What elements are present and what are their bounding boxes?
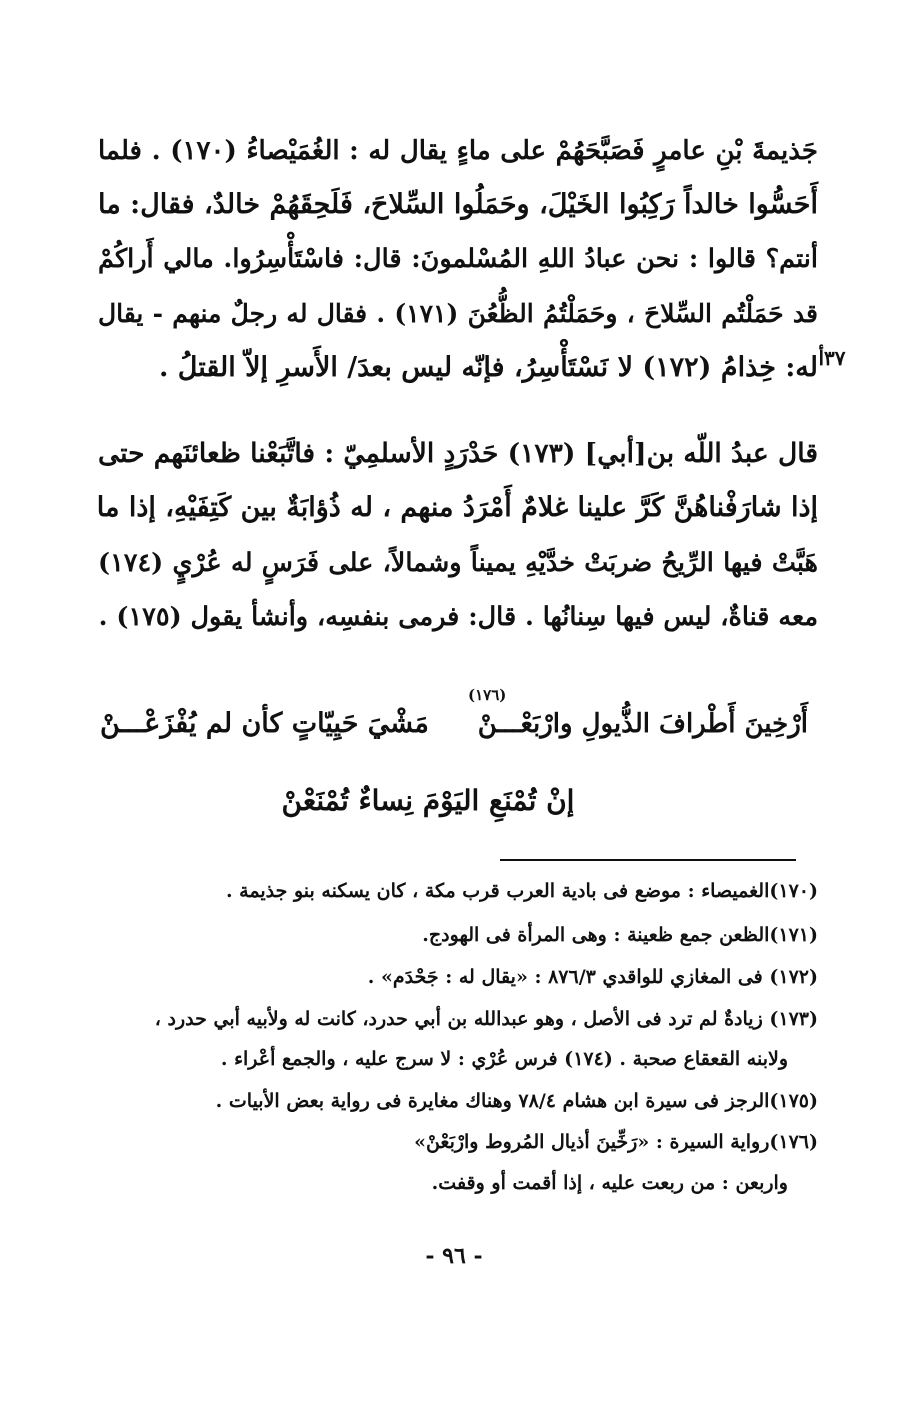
footnote-173-continuation-174: ولابنه القعقاع صحبة . (١٧٤) فرس عُرْي : لا سرج عليه ، والجمع أعْراء . bbox=[220, 1048, 788, 1070]
paragraph-1-line-5: له: خِذامُ (١٧٢) لا نَسْتَأْسِرُ، فإنّه ليس بعدَ/ الأَسرِ إلاّ القتلُ . bbox=[158, 352, 818, 383]
footnote-175: (١٧٥)الرجز فى سيرة ابن هشام ٧٨/٤ وهناك مغايرة فى رواية بعض الأبيات . bbox=[215, 1090, 818, 1112]
verse-second-hemistich: مَشْيَ حَيِيّاتٍ كأن لم يُفْزَعْـــنْ bbox=[100, 708, 429, 739]
verse-footnote-number: (١٧٦) bbox=[468, 686, 507, 704]
paragraph-1-line-2: أَحَسُّوا خالداً رَكِبُوا الخَيْلَ، وحَمَلُوا السِّلاحَ، فَلَحِقَهُمْ خالدٌ، فقال: ما bbox=[98, 189, 818, 220]
footnote-171: (١٧١)الظعن جمع ظعينة : وهى المرأة فى الهودج. bbox=[422, 924, 818, 946]
paragraph-2-line-3: هَبَّتْ فيها الرِّيحُ ضربَتْ خدَّيْهِ يميناً وشمالاً، على فَرَسٍ له عُرْيٍ (١٧٤) bbox=[98, 548, 818, 578]
verse-first-hemistich: أَرْخِينَ أَطْرافَ الذُّيولِ وارْبَعْـــنْ bbox=[477, 709, 808, 739]
paragraph-2-line-4: معه قناةٌ، ليس فيها سِنانُها . قال: فرمى بنفسِه، وأنشأ يقول (١٧٥) . bbox=[98, 602, 818, 632]
footnote-separator-rule bbox=[500, 859, 796, 861]
paragraph-1-line-3: أنتم؟ قالوا : نحن عبادُ اللهِ المُسْلمونَ: قال: فاسْتَأْسِرُوا. مالي أَراكُمْ bbox=[98, 244, 818, 274]
paragraph-2-line-1: قال عبدُ اللّه بن[أبي] (١٧٣) حَدْرَدٍ الأسلمِيّ : فاتَّبَعْنا ظعائنَهم حتى bbox=[98, 438, 818, 469]
footnote-176: (١٧٦)رواية السيرة : «رَخِّينَ أذيال المُروط وارْبَعْنْ» bbox=[414, 1131, 818, 1153]
paragraph-2-line-2: إذا شارَفْناهُنَّ كَرَّ علينا غلامٌ أَمْرَدُ منهم ، له ذُؤابَةٌ بين كَتِفَيْهِ، إذا ما bbox=[96, 492, 818, 523]
page-number: - ٩٦ - bbox=[425, 1243, 483, 1269]
footnote-172: (١٧٢) فى المغازي للواقدي ٨٧٦/٣ : «يقال له : جَحْدَم» . bbox=[367, 966, 818, 988]
footnote-170: (١٧٠)الغميصاء : موضع فى بادية العرب قرب مكة ، كان يسكنه بنو جذيمة . bbox=[225, 880, 818, 902]
footnote-173: (١٧٣) زيادةٌ لم ترد فى الأصل ، وهو عبدالله بن أبي حدرد، كانت له ولأبيه أبي حدرد ، bbox=[154, 1008, 818, 1030]
verse-second-line: إنْ تُمْنَعِ اليَوْمَ نِساءٌ تُمْنَعْنْ bbox=[281, 784, 575, 817]
margin-folio-note: ٣٧أ bbox=[818, 346, 846, 370]
paragraph-1-line-4: قد حَمَلْتُم السِّلاحَ ، وحَمَلْتُمُ الظُّعُنَ (١٧١) . فقال له رجلٌ منهم - يقال bbox=[98, 299, 818, 328]
paragraph-1-line-1: جَذيمةَ بْنِ عامرٍ فَصَبَّحَهُمْ على ماءٍ يقال له : الغُمَيْصاءُ (١٧٠) . فلما bbox=[98, 136, 818, 166]
footnote-176-continuation: واربعن : من ربعت عليه ، إذا أقمت أو وقفت. bbox=[431, 1172, 788, 1194]
